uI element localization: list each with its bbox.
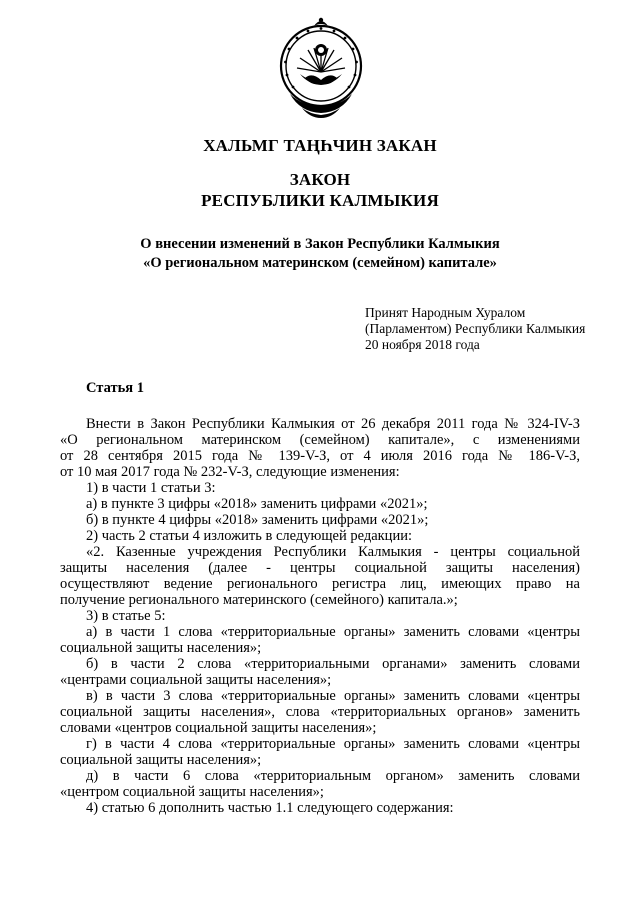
title-kalmyk: ХАЛЬМГ ТАҢҺЧИН ЗАКАН (203, 136, 437, 155)
body-line: от 10 мая 2017 года № 232-V-З, следующие изменения: (60, 464, 400, 480)
body-line: словами «центров социальной защиты населения»; (60, 720, 377, 736)
article-body (60, 416, 580, 816)
law-subject-line-1: О внесении изменений в Закон Республики Калмыкия (140, 236, 500, 252)
body-line: «центрами социальной защиты населения»; (60, 672, 332, 688)
body-line: защиты населения (далее - центры социальной защиты населения) (60, 560, 580, 576)
body-line: 4) статью 6 дополнить частью 1.1 следующего содержания: (86, 800, 454, 816)
body-line: в) в части 3 слова «территориальные органы» заменить словами «центры (86, 688, 580, 704)
adoption-line-3: 20 ноября 2018 года (365, 337, 480, 352)
body-line: а) в пункте 3 цифры «2018» заменить цифрами «2021»; (86, 496, 428, 512)
body-line: 1) в части 1 статьи 3: (86, 480, 216, 496)
body-line: б) в пункте 4 цифры «2018» заменить цифрами «2021»; (86, 512, 429, 528)
law-subject-line-2: «О региональном материнском (семейном) капитале» (143, 255, 497, 271)
body-line: Внести в Закон Республики Калмыкия от 26 декабря 2011 года № 324-IV-З (86, 416, 580, 432)
body-line: осуществляют ведение регионального регистра лиц, имеющих право на (60, 576, 580, 592)
body-line: д) в части 6 слова «территориальным органом» заменить словами (86, 768, 580, 784)
body-line: от 28 сентября 2015 года № 139-V-З, от 4 июля 2016 года № 186-V-З, (60, 448, 580, 464)
kalmykia-emblem-icon (272, 14, 370, 120)
adoption-line-1: Принят Народным Хуралом (365, 305, 526, 320)
body-line: 2) часть 2 статьи 4 изложить в следующей редакции: (86, 528, 412, 544)
body-line: социальной защиты населения»; (60, 752, 262, 768)
body-line: «центром социальной защиты населения»; (60, 784, 324, 800)
adoption-line-2: (Парламентом) Республики Калмыкия (365, 321, 586, 336)
body-line: б) в части 2 слова «территориальными органами» заменить словами (86, 656, 580, 672)
body-line: а) в части 1 слова «территориальные органы» заменить словами «центры (86, 624, 580, 640)
title-republic: РЕСПУБЛИКИ КАЛМЫКИЯ (201, 191, 439, 210)
body-line: социальной защиты населения», слова «территориальных органов» заменить (60, 704, 580, 720)
body-line: 3) в статье 5: (86, 608, 166, 624)
adoption-note (365, 305, 585, 353)
body-line: «О региональном материнском (семейном) капитале», с изменениями (60, 432, 580, 448)
body-line: социальной защиты населения»; (60, 640, 262, 656)
body-line: г) в части 4 слова «территориальные органы» заменить словами «центры (86, 736, 580, 752)
body-line: получение регионального материнского (семейного) капитала.»; (60, 592, 458, 608)
body-line: «2. Казенные учреждения Республики Калмыкия - центры социальной (86, 544, 580, 560)
article-heading: Статья 1 (86, 380, 144, 396)
title-law: ЗАКОН (289, 170, 351, 189)
